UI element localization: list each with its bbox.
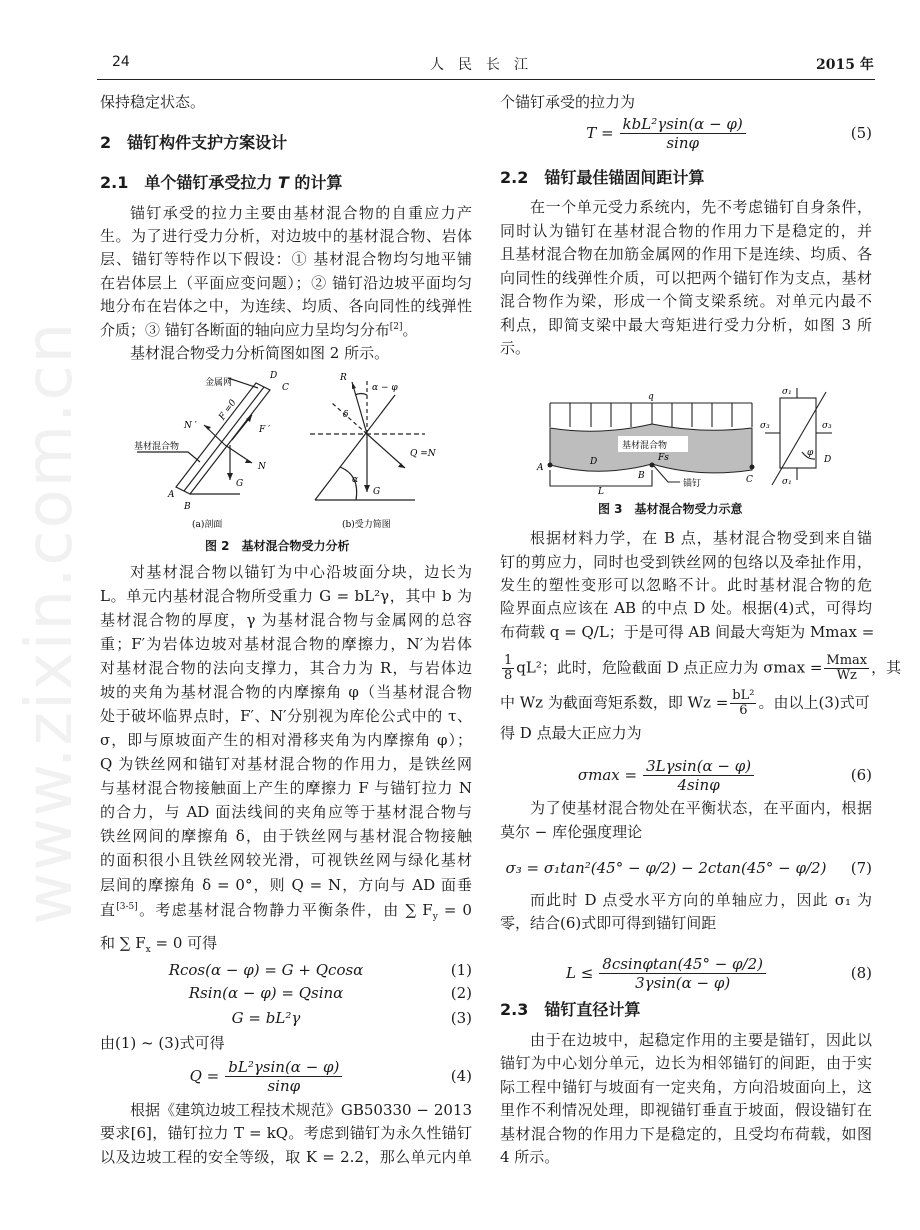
- equation-7: [500, 848, 872, 888]
- journal-title: 人 民 长 江: [430, 57, 528, 73]
- subsection-heading: [100, 172, 472, 194]
- equation-body: σ₃ = σ₁tan²(45° − φ/2) − 2ctan(45° − φ/2): [505, 859, 827, 877]
- denominator: 6: [739, 703, 748, 718]
- text-line: 生。为了进行受力分析，对边坡中的基材混合物、岩体: [100, 227, 472, 245]
- denominator: sinφ: [267, 1076, 301, 1095]
- text: 介质；③ 锚钉各断面的轴向应力呈均匀分布: [100, 321, 390, 339]
- label-QN: Q =N: [410, 449, 436, 459]
- text-line: [500, 688, 872, 718]
- subsection-heading: 2.3 锚钉直径计算: [500, 1000, 641, 1019]
- text-line: 由于在边坡中，起稳定作用的主要是锚钉，因此以: [530, 1031, 872, 1049]
- text-line: 锚钉为中心划分单元，边长为相邻锚钉的间距，由于实: [500, 1054, 872, 1072]
- label-sigma1-bottom: σ₁: [782, 477, 792, 487]
- text-line: 与基材混合物接触面上产生的摩擦力 F 与锚钉拉力 N: [100, 779, 472, 797]
- text-line: 层间的摩擦角 δ = 0°，则 Q = N，方向与 AD 面垂: [100, 876, 472, 894]
- subcaption-a: (a)剖面: [192, 520, 223, 530]
- text-line: 重；F′为岩体边坡对基材混合物的摩擦力，N′为岩体: [100, 635, 472, 653]
- label-sigma1-top: σ₁: [782, 387, 792, 397]
- text-line: Q 为铁丝网和锚钉对基材混合物的作用力，是铁丝网: [100, 755, 472, 773]
- label-G-b: G: [373, 487, 381, 497]
- equation-lhs: T =: [586, 124, 614, 142]
- label-alpha-minus-phi: α − φ: [372, 383, 398, 393]
- denominator: 8: [504, 668, 513, 683]
- text-line: 布荷载 q = Q/L；于是可得 AB 间最大弯矩为 Mmax =: [500, 623, 875, 641]
- label-B: B: [638, 471, 645, 481]
- text-line: 莫尔 − 库伦强度理论: [500, 823, 643, 841]
- text-line: 要求[6]，锚钉拉力 T = kQ。考虑到锚钉为永久性锚钉: [100, 1124, 472, 1142]
- issue-year: 2015 年: [816, 57, 874, 73]
- label-D: D: [590, 457, 598, 467]
- label-mix: 基材混合物: [622, 441, 668, 451]
- equation-number: (3): [450, 1009, 472, 1027]
- text-line: 得 D 点最大正应力为: [500, 724, 642, 742]
- numerator: Mmax: [826, 653, 868, 668]
- equation-2: [100, 980, 472, 1006]
- heading-var: T: [277, 173, 289, 192]
- text-line: 利点，即简支梁中最大弯矩进行受力分析，如图 3 所: [500, 316, 872, 334]
- text-line: 钉的剪应力，同时也受到铁丝网的包络以及牵扯作用，: [500, 553, 872, 571]
- text-line: 基材混合物的作用力下是稳定的，且受均布荷载，如图: [500, 1125, 872, 1143]
- text: 和 ∑ F: [100, 934, 146, 952]
- text: = 0: [437, 901, 472, 919]
- text-line: 基材混合物的厚度，γ 为基材混合物与金属网的总容: [100, 611, 472, 629]
- figure-2: [100, 366, 480, 534]
- numerator: 3Lγsin(α − φ): [643, 757, 754, 776]
- equation-number: (6): [850, 766, 872, 784]
- equation-number: (7): [850, 859, 872, 877]
- denominator: 3γsin(α − φ): [635, 973, 731, 992]
- label-A: A: [168, 490, 175, 500]
- denominator: 4sinφ: [677, 775, 720, 794]
- equation-4: [100, 1056, 472, 1096]
- label-L: L: [598, 487, 604, 495]
- text: qL²；此时，危险截面 D 点正应力为 σmax =: [516, 658, 823, 677]
- fraction: [225, 1058, 342, 1095]
- equation-5: [500, 113, 872, 153]
- text-line: [100, 932, 472, 954]
- text-line: 锚钉承受的拉力主要由基材混合物的自重应力产: [130, 204, 472, 222]
- text-line: 际工程中锚钉与坡面有一定夹角，方向沿坡面向上，这: [500, 1078, 872, 1096]
- figure-2-caption: 图 2 基材混合物受力分析: [205, 539, 350, 553]
- text-line: 坡的夹角为基材混合物的内摩擦角 φ（当基材混合物: [100, 683, 472, 701]
- subscript: x: [145, 945, 151, 955]
- figure-3-caption: 图 3 基材混合物受力示意: [598, 502, 743, 516]
- equation-number: (5): [850, 124, 872, 142]
- numerator: 8csinφtan(45° − φ/2): [599, 955, 766, 974]
- span-dimension: [550, 470, 652, 486]
- text-line: 以及边坡工程的安全等级，取 K = 2.2，那么单元内单: [100, 1148, 472, 1166]
- numerator: kbL²γsin(α − φ): [620, 115, 746, 134]
- text: = 0 可得: [150, 934, 218, 952]
- text-line: 里作不利情况处理，即视锚钉垂直于坡面，假设锚钉在: [500, 1101, 872, 1119]
- citation: [2]: [389, 322, 403, 332]
- text-line: 对基材混合物以锚钉为中心沿坡面分块，边长为: [130, 563, 472, 581]
- text-line: 根据《建筑边坡工程技术规范》GB50330 − 2013: [130, 1101, 472, 1119]
- am-arc: [355, 394, 367, 396]
- equation-body: G = bL²γ: [231, 1009, 301, 1027]
- text-line: 4 所示。: [500, 1148, 560, 1166]
- text: 中 Wz 为截面弯矩系数，即 Wz =: [500, 693, 729, 712]
- text-line: 同时认为锚钉在基材混合物的作用力下是稳定的，并: [500, 222, 872, 240]
- text-line: 由(1) ~ (3)式可得: [100, 1034, 225, 1052]
- label-mesh: 金属网: [205, 378, 233, 388]
- text-line: 保持稳定状态。: [100, 93, 206, 111]
- text-line: 地分布在岩体之中，为连续、均质、各向同性的线弹性: [100, 297, 472, 315]
- subscript: y: [432, 912, 438, 922]
- text-line: 基材混合物受力分析简图如图 2 所示。: [130, 344, 390, 362]
- text-line: 发生的塑性变形可以忽略不计。此时基材混合物的危: [500, 576, 872, 594]
- equation-body: Rsin(α − φ) = Qsinα: [188, 984, 344, 1002]
- text: 。考虑基材混合物静力平衡条件，由 ∑ F: [137, 901, 433, 919]
- page-number: 24: [112, 54, 130, 70]
- load-arrows: [550, 403, 752, 427]
- mix-leader: [137, 452, 200, 462]
- r-arrow: [352, 382, 367, 434]
- equation-number: (4): [450, 1067, 472, 1085]
- text-line: 处于破坏临界点时，F′、N′分别视为库伦公式中的 τ、: [100, 707, 472, 725]
- text-line: 向同性的线弹性介质，可以把两个锚钉作为支点，基材: [500, 269, 872, 287]
- text: 直: [100, 901, 117, 919]
- text-line: 的面积很小且铁丝网较光滑，可视铁丝网与绿化基材: [100, 851, 472, 869]
- label-D-element: D: [824, 455, 832, 465]
- text-line: 的合力，与 AD 面法线间的夹角应等于基材混合物与: [100, 803, 472, 821]
- text: 。由以上(3)式可: [758, 693, 870, 712]
- label-B: B: [184, 502, 191, 512]
- equation-3: [100, 1005, 472, 1031]
- watermark: www.zixin.com.cn: [13, 320, 87, 925]
- label-G: G: [236, 479, 244, 489]
- label-phi: φ: [807, 448, 814, 458]
- equation-lhs: Q =: [189, 1067, 220, 1085]
- text-line: 险界面点应该在 AB 的中点 D 处。根据(4)式，可得均: [500, 599, 872, 617]
- text-line: 铁丝网间的摩擦角 δ，由于铁丝网与基材混合物接触: [100, 827, 472, 845]
- label-A: A: [537, 463, 544, 473]
- text-line: 在一个单元受力系统内，先不考虑锚钉自身条件，: [530, 198, 872, 216]
- text-line: 示。: [500, 339, 531, 357]
- equation-body: Rcos(α − φ) = G + Qcosα: [168, 961, 364, 979]
- text-line: 个锚钉承受的拉力为: [500, 93, 636, 111]
- denominator: Wz: [836, 668, 857, 683]
- label-sigma3-left: σ₃: [760, 421, 770, 431]
- slab-inner-line: [184, 387, 264, 491]
- text-line: [100, 899, 472, 921]
- header-rule: [97, 79, 875, 80]
- text-line: [100, 319, 472, 341]
- mesh-line: [228, 378, 258, 388]
- equation-number: (2): [450, 984, 472, 1002]
- qn-arrow: [367, 434, 405, 468]
- label-q: q: [648, 392, 654, 402]
- citation: [3-5]: [116, 902, 138, 912]
- equation-6: [500, 755, 872, 795]
- text: ，其: [871, 658, 902, 677]
- fraction: [643, 757, 754, 794]
- figure-3: [530, 385, 850, 495]
- text-line: 对基材混合物的法向支撑力，其合力为 R，与岩体边: [100, 659, 472, 677]
- text-line: [500, 653, 902, 683]
- label-D: D: [270, 371, 278, 381]
- label-anchor: 锚钉: [683, 479, 702, 489]
- equation-lhs: L ≤: [565, 964, 594, 982]
- subsection-heading: 2.2 锚钉最佳锚固间距计算: [500, 168, 705, 187]
- label-C: C: [746, 475, 753, 485]
- label-R: R: [340, 373, 347, 383]
- text-line: 在岩体层上（平面应变问题）；② 锚钉沿边坡平面均匀: [100, 274, 472, 292]
- text-line: 层、锚钉等特作以下假设：① 基材混合物均匀地平铺: [100, 250, 472, 268]
- text-line: 混合物作为梁，形成一个简支梁系统。对单元内最不: [500, 292, 872, 310]
- text-line: 而此时 D 点受水平方向的单轴应力，因此 σ₁ 为: [530, 891, 872, 909]
- text-line: 且基材混合物在加筋金属网的作用下是连续、均质、各: [500, 245, 872, 263]
- label-sigma3-right: σ₃: [822, 421, 832, 431]
- label-Fs: Fs: [658, 453, 669, 463]
- text-line: σ，即与原坡面产生的相对滑移夹角为内摩擦角 φ）；: [100, 731, 472, 749]
- heading-text: 的计算: [288, 173, 343, 192]
- heading-text: 2.1 单个锚钉承受拉力: [100, 173, 278, 192]
- slab-outline: [176, 383, 270, 494]
- normal-dashed: [332, 403, 367, 434]
- text-line: L。单元内基材混合物所受重力 G = bL²γ，其中 b 为: [100, 587, 472, 605]
- equation-lhs: σmax =: [577, 766, 638, 784]
- label-F0: F =0: [217, 398, 239, 423]
- fraction: [824, 654, 869, 683]
- label-Nprime: N ′: [184, 421, 197, 431]
- fraction: [620, 115, 746, 152]
- denominator: sinφ: [666, 133, 699, 152]
- numerator: 1: [504, 653, 513, 668]
- fraction: [730, 689, 756, 718]
- equation-number: (1): [450, 961, 472, 979]
- section-heading: 2 锚钉构件支护方案设计: [100, 133, 288, 152]
- numerator: bL²γsin(α − φ): [225, 1058, 342, 1077]
- fraction: [599, 955, 766, 992]
- subcaption-b: (b)受力简图: [342, 520, 391, 530]
- label-C: C: [282, 383, 289, 393]
- equation-number: (8): [850, 964, 872, 982]
- text-line: 零，结合(6)式即可得到锚钉间距: [500, 914, 717, 932]
- label-alpha: α: [352, 475, 359, 485]
- fraction: [502, 654, 514, 683]
- label-Fprime: F ′: [259, 425, 271, 435]
- label-N: N: [258, 462, 266, 472]
- equation-8: [500, 953, 872, 993]
- label-delta: δ: [343, 410, 349, 420]
- numerator: bL²: [732, 688, 755, 703]
- label-mix: 基材混合物: [134, 442, 180, 452]
- text-line: 根据材料力学，在 B 点，基材混合物受到来自锚: [530, 529, 872, 547]
- text: 。: [402, 321, 418, 339]
- text-line: 为了使基材混合物处在平衡状态，在平面内，根据: [530, 799, 872, 817]
